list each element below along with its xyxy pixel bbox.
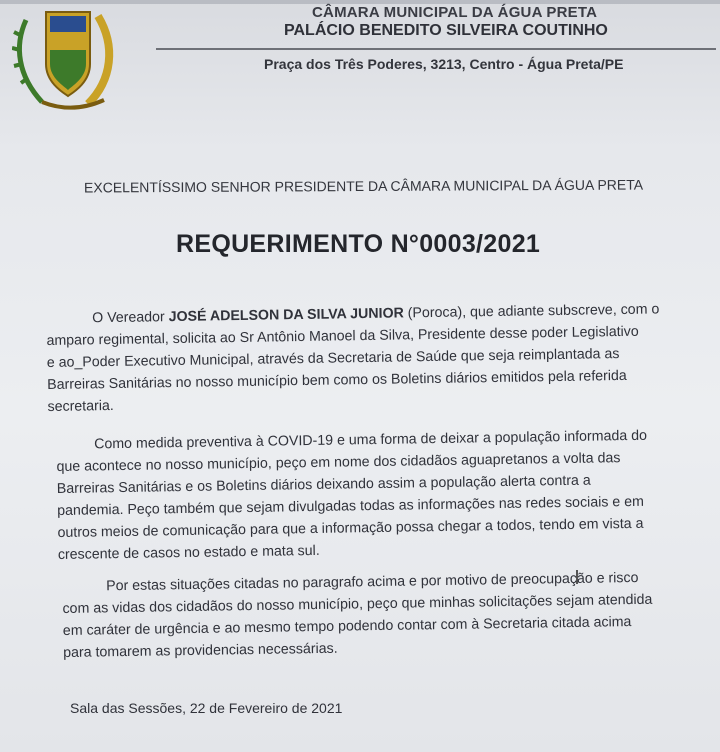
letterhead-divider: [156, 48, 716, 50]
paragraph-line: para tomarem as providencias necessárias.: [63, 640, 338, 661]
palace-name: PALÁCIO BENEDITO SILVEIRA COUTINHO: [284, 22, 608, 39]
text-run: O Vereador: [92, 309, 169, 327]
document-title: REQUERIMENTO N°0003/2021: [176, 230, 541, 258]
letterhead-address: Praça dos Três Poderes, 3213, Centro - Água Preta/PE: [264, 56, 624, 72]
paragraph-line: outros meios de comunicação para que a informação possa chegar a todos, tendo em vista a: [57, 515, 644, 541]
paragraph-line: Por estas situações citadas no paragrafo acima e por motivo de preocupação e risco: [106, 569, 639, 595]
paragraph-request: [46, 298, 661, 418]
paragraph-line: crescente de casos no estado e mata sul.: [57, 542, 320, 563]
municipal-coat-of-arms-icon: [12, 6, 116, 112]
paragraph-line: Como medida preventiva à COVID-19 e uma forma de deixar a população informada do: [94, 427, 648, 453]
chamber-name: CÂMARA MUNICIPAL DA ÁGUA PRETA: [312, 4, 598, 21]
paragraph-line: secretaria.: [47, 397, 114, 415]
paragraph-justification: [56, 425, 649, 566]
paragraph-line: amparo regimental, solicita ao Sr Antônio Manoel da Silva, Presidente desse poder Legislativo: [46, 323, 639, 349]
paragraph-line: Barreiras Sanitárias no nosso município bem como os Boletins diários emitidos pela referida: [47, 367, 627, 393]
paragraph-line: pandemia. Peço também que sejam divulgadas todas as informações nas redes sociais e em: [57, 493, 644, 519]
paragraph-urgency: [62, 567, 653, 664]
paragraph-line: que acontece no nosso município, peço em nome dos cidadãos aguapretanos a volta das: [56, 450, 621, 475]
addressee-line: EXCELENTÍSSIMO SENHOR PRESIDENTE DA CÂMARA MUNICIPAL DA ÁGUA PRETA: [83, 176, 644, 196]
paragraph-line: Barreiras Sanitárias e os Boletins diários deixando assim a população alerta contra a: [56, 472, 591, 497]
closing-date-line: Sala das Sessões, 22 de Fevereiro de 2021: [70, 700, 343, 716]
paragraph-line: em caráter de urgência e ao mesmo tempo podendo contar com à Secretaria citada acima: [62, 614, 632, 639]
text-run: (Poroca), que adiante subscreve, com o: [403, 301, 660, 322]
councilor-name: JOSÉ ADELSON DA SILVA JUNIOR: [168, 305, 404, 326]
paragraph-line: com as vidas dos cidadãos do nosso município, peço que minhas solicitações sejam atendida: [62, 591, 653, 617]
paragraph-line: e ao_Poder Executivo Municipal, através da Secretaria de Saúde que seja reimplantada as: [46, 346, 620, 371]
